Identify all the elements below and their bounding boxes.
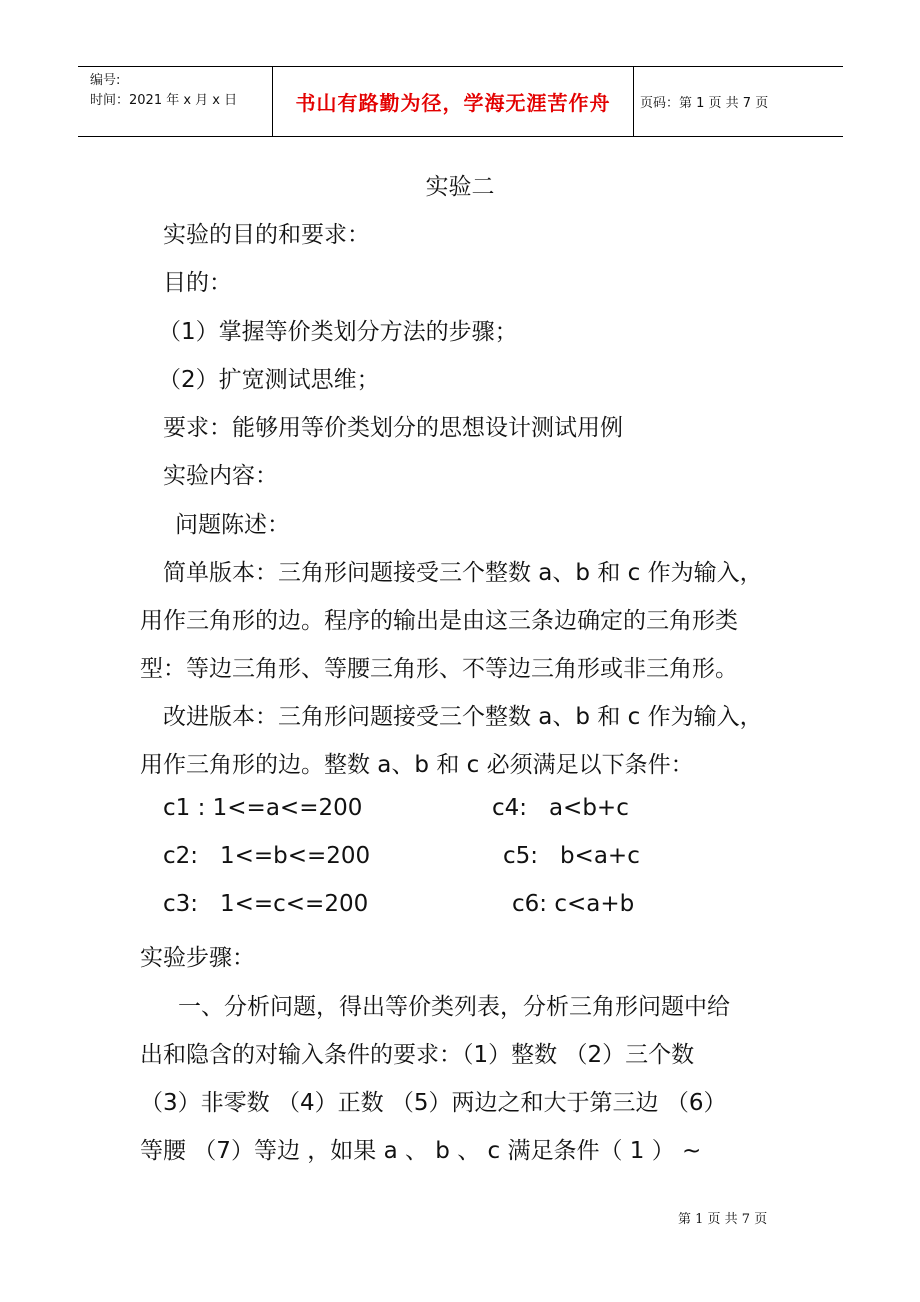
- text-line: 目的：: [163, 270, 232, 296]
- text-line: 用作三角形的边。程序的输出是由这三条边确定的三角形类: [140, 608, 738, 634]
- page-title: 实验二: [425, 174, 495, 200]
- text-line: 型：等边三角形、等腰三角形、不等边三角形或非三角形。: [140, 656, 738, 682]
- header-divider: [633, 67, 634, 136]
- text-line: 等腰 （7）等边 ，如果 a 、 b 、 c 满足条件（ 1 ） ~: [140, 1138, 702, 1164]
- text-line: （2）扩宽测试思维；: [158, 367, 380, 393]
- text-line: 问题陈述：: [175, 512, 290, 538]
- text-line: 用作三角形的边。整数 a、b 和 c 必须满足以下条件：: [140, 752, 694, 778]
- text-line: 改进版本：三角形问题接受三个整数 a、b 和 c 作为输入，: [163, 704, 763, 730]
- text-line: 一、分析问题，得出等价类列表，分析三角形问题中给: [178, 994, 730, 1020]
- number-label: 编号:: [90, 73, 121, 88]
- text-line: 实验的目的和要求：: [163, 222, 370, 248]
- text-line: 要求：能够用等价类划分的思想设计测试用例: [163, 415, 623, 441]
- text-line: 实验步骤：: [140, 945, 255, 971]
- condition-right: c5: b<a+c: [503, 843, 640, 869]
- condition-left: c3: 1<=c<=200: [163, 891, 369, 917]
- text-line: 出和隐含的对输入条件的要求：（1）整数 （2）三个数: [140, 1042, 695, 1068]
- header-table: [78, 66, 843, 137]
- condition-left: c2: 1<=b<=200: [163, 843, 371, 869]
- header-page-label: 页码：第 1 页 共 7 页: [640, 96, 769, 111]
- condition-left: c1 : 1<=a<=200: [163, 795, 363, 821]
- condition-right: c6: c<a+b: [512, 891, 635, 917]
- time-label: 时间：2021 年 x 月 x 日: [90, 93, 238, 108]
- text-line: （3）非零数 （4）正数 （5）两边之和大于第三边 （6）: [140, 1090, 727, 1116]
- text-line: 实验内容：: [163, 463, 278, 489]
- condition-right: c4: a<b+c: [492, 795, 629, 821]
- page-footer: 第 1 页 共 7 页: [678, 1212, 768, 1227]
- text-line: （1）掌握等价类划分方法的步骤；: [158, 319, 518, 345]
- header-motto: 书山有路勤为径，学海无涯苦作舟: [295, 91, 611, 115]
- text-line: 简单版本：三角形问题接受三个整数 a、b 和 c 作为输入，: [163, 560, 763, 586]
- header-meta: [90, 71, 237, 111]
